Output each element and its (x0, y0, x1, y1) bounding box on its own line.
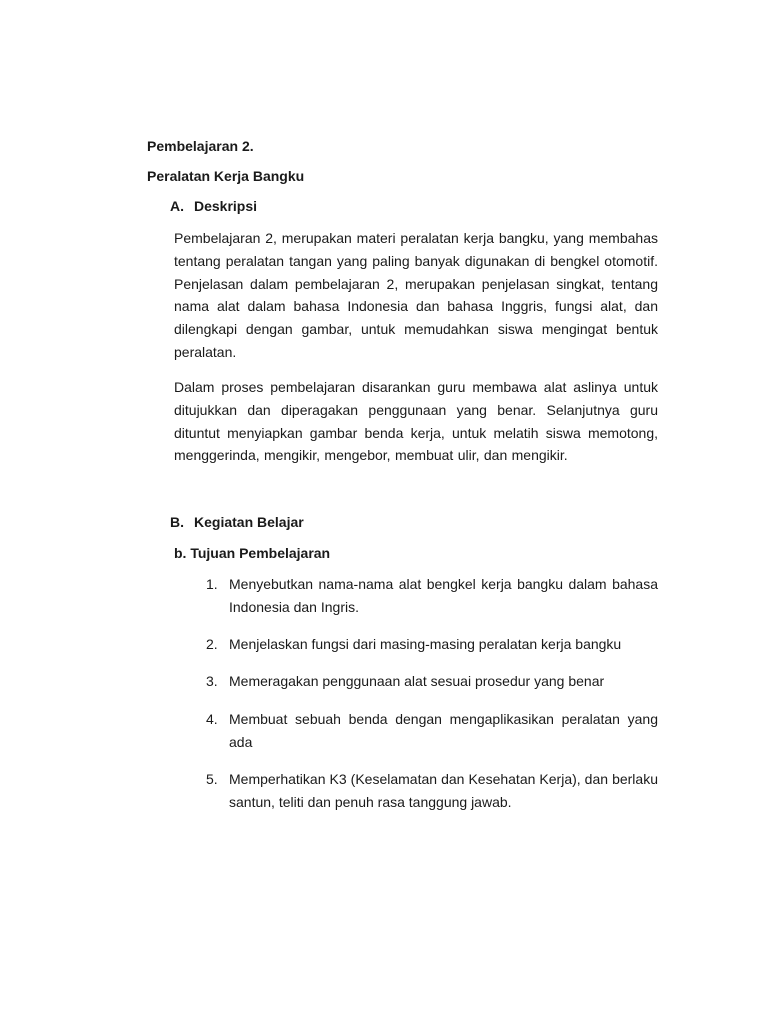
section-a-letter: A. (170, 198, 184, 214)
list-item (206, 573, 658, 619)
description-paragraph-1: Pembelajaran 2, merupakan materi peralatan kerja bangku, yang membahas tentang peralatan tangan yang paling banyak digunakan di bengkel otomotif. Penjelasan dalam pembelajaran 2, merupakan penjelasan singkat, tentang nama alat dalam bahasa Indonesia dan bahasa Inggris, fungsi alat, dan dilengkapi dengan gambar, untuk memudahkan siswa mengingat bentuk peralatan. (174, 230, 658, 360)
list-item-number: 5. (206, 771, 218, 787)
list-item-text: Memperhatikan K3 (Keselamatan dan Kesehatan Kerja), dan berlaku santun, teliti dan penuh rasa tanggung jawab. (229, 771, 658, 810)
list-item-number: 2. (206, 636, 218, 652)
lesson-title: Pembelajaran 2. (147, 138, 254, 154)
list-item-text: Memeragakan penggunaan alat sesuai prosedur yang benar (229, 673, 605, 689)
list-item-text: Membuat sebuah benda dengan mengaplikasikan peralatan yang ada (229, 711, 658, 750)
list-item-text: Menjelaskan fungsi dari masing-masing peralatan kerja bangku (229, 636, 622, 652)
section-b-title: Kegiatan Belajar (194, 514, 304, 530)
subsection-title: b. Tujuan Pembelajaran (174, 545, 331, 561)
list-item-number: 4. (206, 711, 218, 727)
list-item-text: Menyebutkan nama-nama alat bengkel kerja bangku dalam bahasa Indonesia dan Ingris. (229, 576, 658, 615)
list-item (206, 708, 658, 754)
section-a-title: Deskripsi (194, 198, 258, 214)
description-paragraph-2: Dalam proses pembelajaran disarankan guru membawa alat aslinya untuk ditujukkan dan diperagakan penggunaan yang benar. Selanjutnya guru dituntut menyiapkan gambar benda kerja, untuk melatih siswa memotong, menggerinda, mengikir, mengebor, membuat ulir, dan mengikir. (174, 379, 658, 464)
list-item (206, 633, 658, 656)
list-item-number: 3. (206, 673, 218, 689)
section-b-letter: B. (170, 514, 184, 530)
list-item-number: 1. (206, 576, 218, 592)
section-a-heading (170, 197, 257, 215)
list-item (206, 670, 658, 693)
lesson-subtitle: Peralatan Kerja Bangku (147, 168, 305, 184)
section-b-heading (170, 513, 304, 531)
list-item (206, 768, 658, 814)
